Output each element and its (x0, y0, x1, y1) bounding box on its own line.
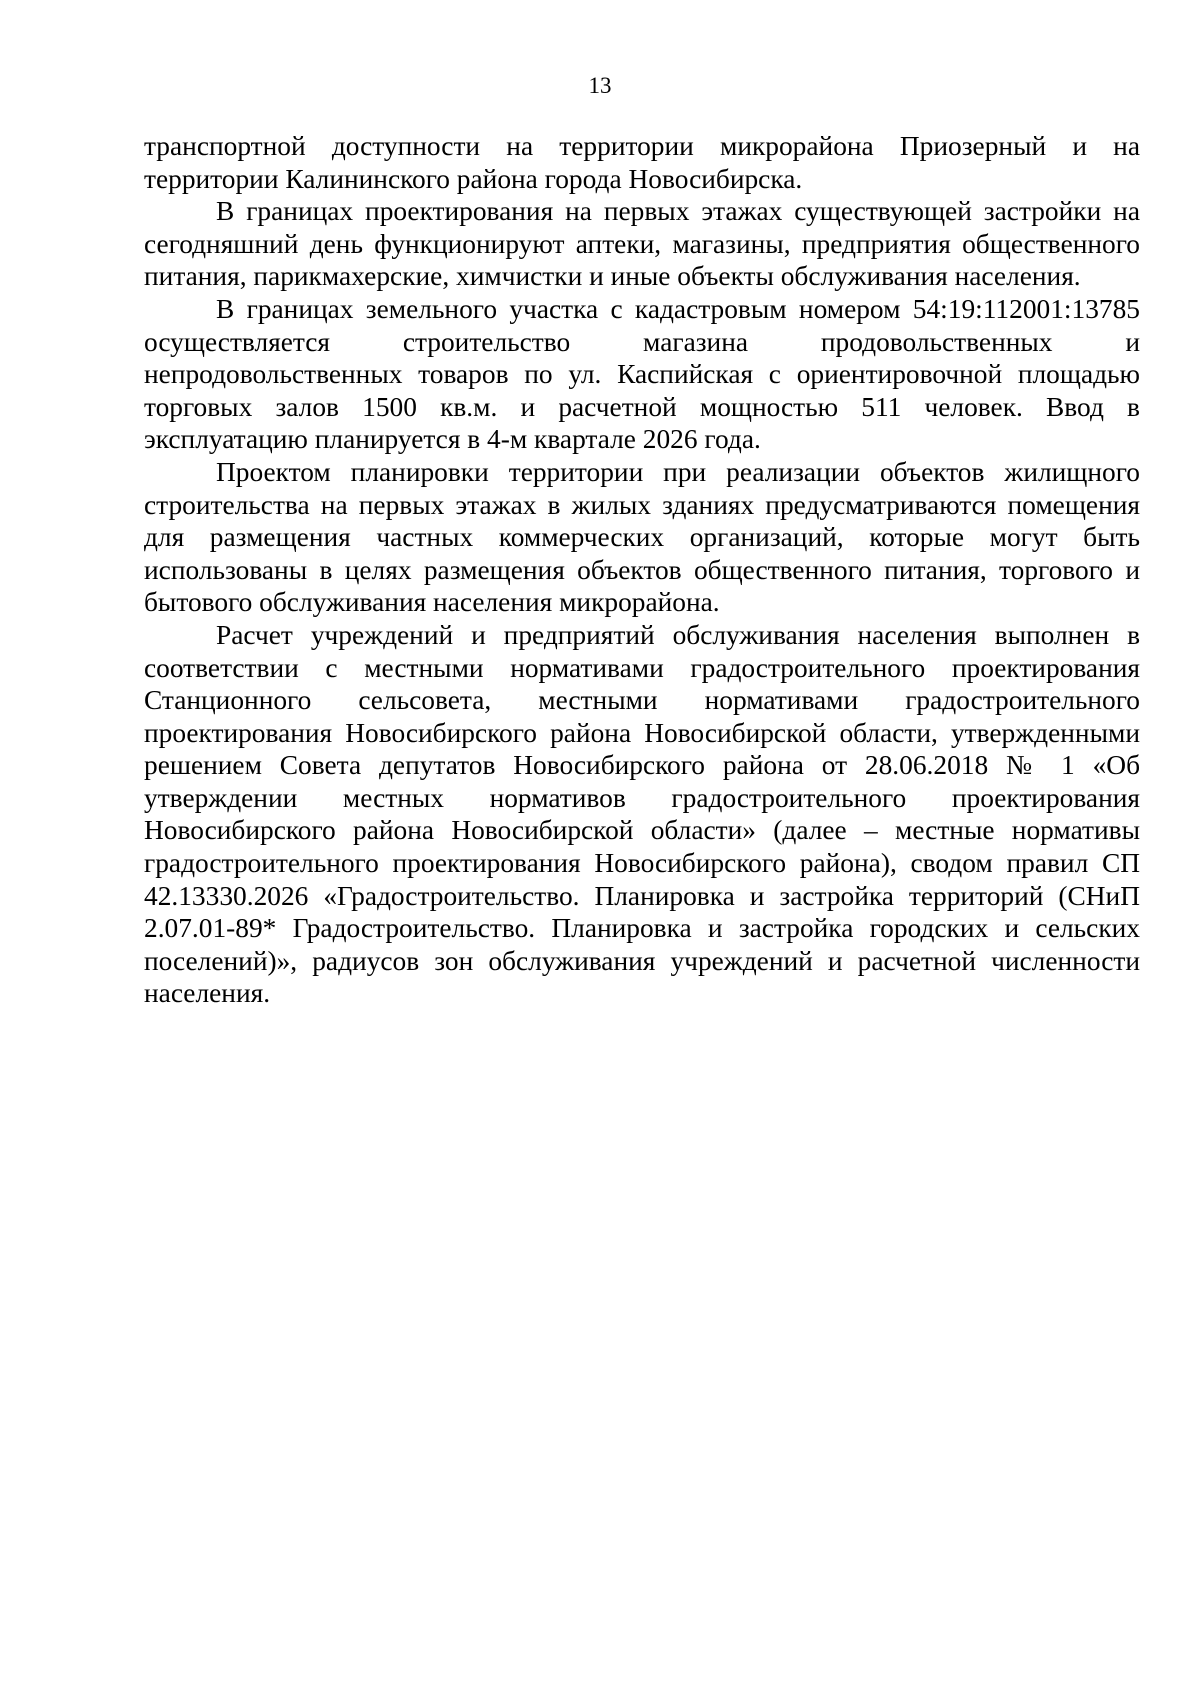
paragraph-continuation: транспортной доступности на территории микрорайона Приозерный и на территории Калининского района города Новосибирска. (144, 131, 1140, 194)
paragraph-store-construction: В границах земельного участка с кадастровым номером 54:19:112001:13785 осуществляется строительство магазина продовольственных и непродовольственных товаров по ул. Каспийская с ориентировочной площадью торговых залов 1500 кв.м. и расчетной мощностью 511 человек. Ввод в эксплуатацию планируется в 4-м квартале 2026 года. (144, 293, 1140, 455)
paragraph-commercial-premises: Проектом планировки территории при реализации объектов жилищного строительства на первых этажах в жилых зданиях предусматриваются помещения для размещения частных коммерческих организаций, которые могут быть использованы в целях размещения объектов общественного питания, торгового и бытового обслуживания населения микрорайона. (144, 456, 1140, 618)
page-number: 13 (588, 73, 612, 98)
paragraph-calculation-basis: Расчет учреждений и предприятий обслуживания населения выполнен в соответствии с местными нормативами градостроительного проектирования Станционного сельсовета, местными нормативами градостроительного проектирования Новосибирского района Новосибирской области, утвержденными решением Совета депутатов Новосибирского района от 28.06.2018 № 1 «Об утверждении местных нормативов градостроительного проектирования Новосибирского района Новосибирской области» (далее – местные нормативы градостроительного проектирования Новосибирского района), сводом правил СП 42.13330.2026 «Градостроительство. Планировка и застройка территорий (СНиП 2.07.01-89* Градостроительство. Планировка и застройка городских и сельских поселений)», радиусов зон обслуживания учреждений и расчетной численности населения. (144, 619, 1140, 1009)
document-body (144, 130, 1140, 1010)
paragraph-existing-services: В границах проектирования на первых этажах существующей застройки на сегодняшний день функционируют аптеки, магазины, предприятия общественного питания, парикмахерские, химчистки и иные объекты обслуживания населения. (144, 196, 1140, 292)
